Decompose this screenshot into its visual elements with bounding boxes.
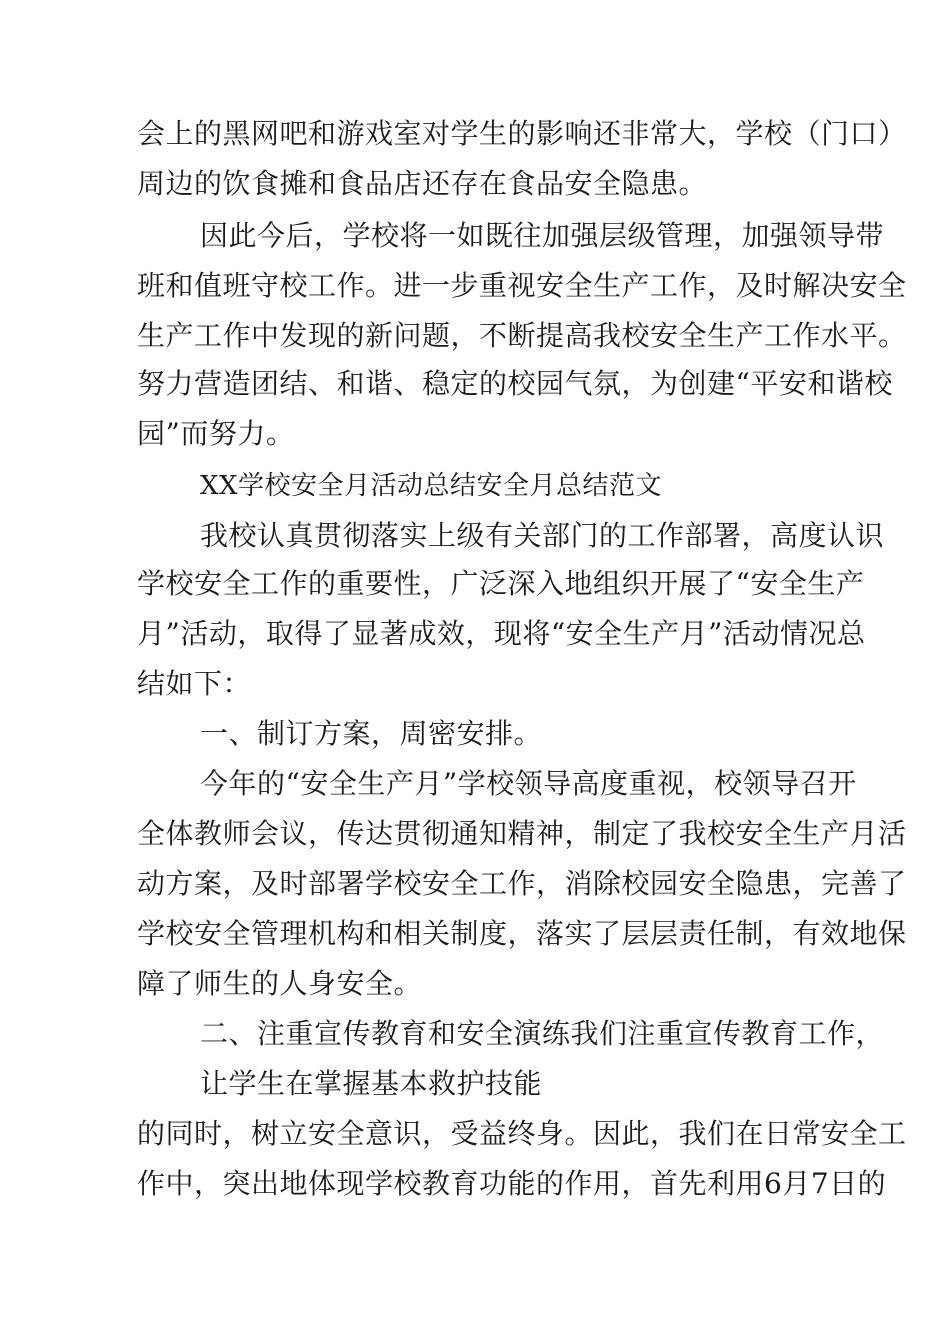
text-line: 班和值班守校工作。进一步重视安全生产工作，及时解决安全 <box>137 269 907 302</box>
text-line: 月”活动，取得了显著成效，现将“安全生产月”活动情况总 <box>137 617 866 650</box>
text-line: 学校安全管理机构和相关制度，落实了层层责任制，有效地保 <box>137 917 907 950</box>
text-line: 学校安全工作的重要性，广泛深入地组织开展了“安全生产 <box>137 567 865 600</box>
paragraph-first-line: 今年的“安全生产月”学校领导高度重视，校领导召开 <box>200 767 857 800</box>
text-line: 全体教师会议，传达贯彻通知精神，制定了我校安全生产月活 <box>137 817 907 850</box>
subheading: 二、注重宣传教育和安全演练我们注重宣传教育工作， <box>200 1017 885 1050</box>
paragraph-first-line: 因此今后，学校将一如既往加强层级管理，加强领导带 <box>200 219 885 252</box>
paragraph-first-line: 让学生在掌握基本救护技能 <box>200 1067 543 1100</box>
text-line: 作中，突出地体现学校教育功能的作用，首先利用6月7日的 <box>137 1167 887 1200</box>
text-line: 结如下： <box>137 667 252 700</box>
text-line: 园”而努力。 <box>137 417 295 450</box>
text-line: 努力营造团结、和谐、稳定的校园气氛，为创建“平安和谐校 <box>137 367 893 400</box>
text-line: 生产工作中发现的新问题，不断提高我校安全生产工作水平。 <box>137 319 907 352</box>
text-line: 周边的饮食摊和食品店还存在食品安全隐患。 <box>137 167 708 200</box>
text-line: 会上的黑网吧和游戏室对学生的影响还非常大，学校（门口） <box>137 117 907 150</box>
text-line: 障了师生的人身安全。 <box>137 967 423 1000</box>
section-title: XX学校安全月活动总结安全月总结范文 <box>200 471 663 501</box>
text-line: 动方案，及时部署学校安全工作，消除校园安全隐患，完善了 <box>137 867 907 900</box>
subheading: 一、制订方案，周密安排。 <box>200 717 543 750</box>
paragraph-first-line: 我校认真贯彻落实上级有关部门的工作部署，高度认识 <box>200 519 885 552</box>
text-line: 的同时，树立安全意识，受益终身。因此，我们在日常安全工 <box>137 1117 907 1150</box>
